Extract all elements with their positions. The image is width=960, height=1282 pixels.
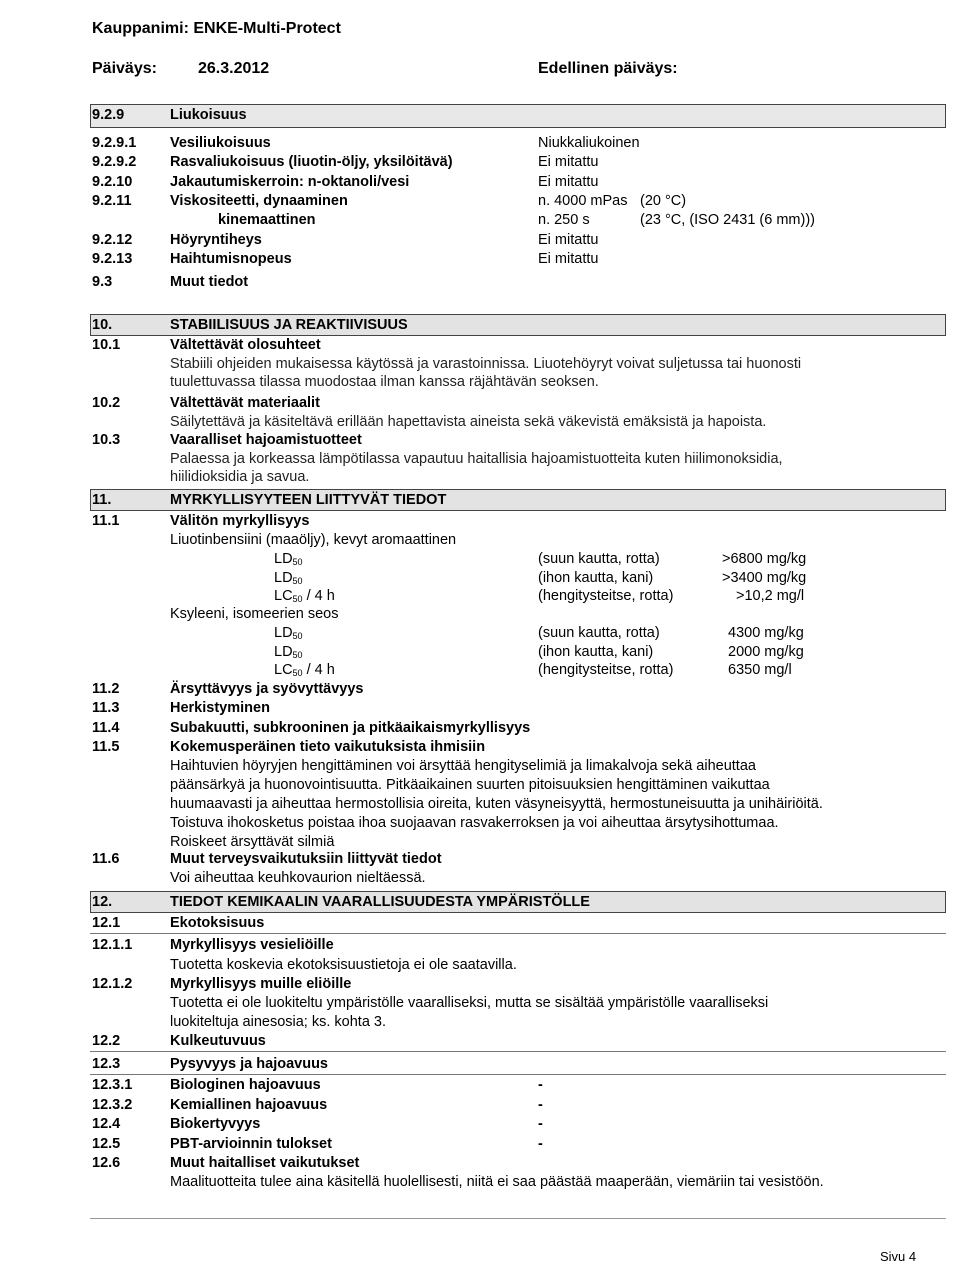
property-label: Haihtumisnopeus — [170, 251, 292, 267]
paragraph-line: Säilytettävä ja käsiteltävä erillään hapettavista aineista sekä väkevistä emäksistä ja hapoista. — [170, 414, 767, 430]
section-num: 10.3 — [92, 432, 121, 448]
section-title: Vältettävät materiaalit — [170, 395, 320, 411]
section-title: Vaaralliset hajoamistuotteet — [170, 432, 362, 448]
property-num: 9.2.10 — [92, 174, 133, 190]
section-num: 12.6 — [92, 1155, 121, 1171]
section-num: 11.4 — [92, 720, 120, 736]
section-title: Myrkyllisyys muille eliöille — [170, 976, 352, 992]
property-num: 9.2.11 — [92, 193, 132, 209]
section-title: Kemiallinen hajoavuus — [170, 1096, 328, 1113]
section-num: 12.3 — [92, 1056, 121, 1072]
section-title: Ärsyttävyys ja syövyttävyys — [170, 681, 364, 697]
section-num: 12.5 — [92, 1135, 121, 1152]
paragraph-line: hiilidioksidia ja savua. — [170, 469, 310, 485]
section-num: 12.2 — [92, 1033, 121, 1049]
paragraph-line: Tuotetta ei ole luokiteltu ympäristölle vaaralliseksi, mutta se sisältää ympäristölle vaaralliseksi — [170, 995, 769, 1011]
section-title: Vältettävät olosuhteet — [170, 337, 321, 353]
tox-route: (hengitysteitse, rotta) — [538, 588, 674, 604]
property-value: Ei mitattu — [538, 154, 599, 170]
paragraph-line: Voi aiheuttaa keuhkovaurion nieltäessä. — [170, 870, 426, 886]
tox-param-sub: 50 — [292, 649, 303, 660]
tox-parameter — [274, 570, 303, 586]
section-num: 12.1.1 — [92, 937, 133, 953]
divider — [90, 933, 946, 934]
section-title: STABIILISUUS JA REAKTIIVISUUS — [170, 317, 408, 333]
header-product — [92, 20, 341, 38]
property-label: Rasvaliukoisuus (liuotin-öljy, yksilöitävä) — [170, 154, 453, 170]
section-title: Liukoisuus — [170, 107, 247, 123]
section-num: 9.2.9 — [92, 107, 125, 123]
section-title: Myrkyllisyys vesieliöille — [170, 937, 334, 953]
tox-param-sub: 50 — [292, 668, 303, 678]
section-num: 12.1.2 — [92, 976, 133, 992]
product-name: ENKE-Multi-Protect — [193, 20, 341, 37]
paragraph-line: Tuotetta koskevia ekotoksisuustietoja ei ole saatavilla. — [170, 957, 517, 973]
paragraph-line: Toistuva ihokosketus poistaa ihoa suojaavan rasvakerroksen ja voi aiheuttaa ärsytysihottumaa. — [170, 815, 779, 831]
property-value: Niukkaliukoinen — [538, 135, 640, 151]
tox-param-base: LD — [274, 551, 293, 567]
property-value: n. 4000 mPas — [538, 193, 628, 209]
section-num: 12.3.1 — [92, 1077, 133, 1093]
divider — [90, 1074, 946, 1075]
tox-value: 6350 mg/l — [728, 662, 792, 678]
page-number: Sivu 4 — [880, 1249, 917, 1264]
section-num: 12.3.2 — [92, 1096, 133, 1113]
tox-param-base: LC — [274, 588, 293, 604]
property-label: Vesiliukoisuus — [170, 135, 271, 151]
section-title: Herkistyminen — [170, 700, 270, 716]
paragraph-line: luokiteltuja ainesosia; ks. kohta 3. — [170, 1014, 387, 1030]
section-num: 12.1 — [92, 915, 121, 931]
section-num: 10. — [92, 317, 113, 333]
section-title: Ekotoksisuus — [170, 915, 265, 931]
section-title: Muut terveysvaikutuksiin liittyvät tiedot — [170, 851, 442, 867]
property-label: Viskositeetti, dynaaminen — [170, 193, 348, 209]
prev-date-label: Edellinen päiväys: — [538, 60, 678, 77]
property-value: n. 250 s — [538, 212, 590, 228]
section-num: 11.6 — [92, 851, 120, 867]
tox-parameter — [274, 551, 303, 567]
substance-name: Ksyleeni, isomeerien seos — [170, 606, 339, 622]
paragraph-line: Palaessa ja korkeassa lämpötilassa vapautuu haitallisia hajoamistuotteita kuten hiilimonoksidia, — [170, 451, 783, 467]
tox-parameter — [274, 625, 303, 641]
property-value: Ei mitattu — [538, 174, 599, 190]
tox-param-base: LC — [274, 662, 293, 678]
property-label: Höyryntiheys — [170, 232, 262, 248]
footer-divider — [90, 1218, 946, 1219]
tox-param-suffix: / 4 h — [302, 662, 335, 678]
substance-name: Liuotinbensiini (maaöljy), kevyt aromaattinen — [170, 532, 457, 548]
property-num: 9.2.9.1 — [92, 135, 137, 151]
property-num: 9.2.13 — [92, 251, 133, 267]
tox-value: >3400 mg/kg — [722, 569, 807, 586]
section-title: Kokemusperäinen tieto vaikutuksista ihmisiin — [170, 739, 486, 755]
tox-parameter — [274, 662, 335, 678]
property-extra: (20 °C) — [640, 193, 687, 209]
tox-route: (suun kautta, rotta) — [538, 551, 660, 567]
section-num: 10.1 — [92, 337, 121, 353]
section-title: Kulkeutuvuus — [170, 1033, 266, 1049]
section-num: 12. — [92, 894, 113, 910]
paragraph-line: Stabiili ohjeiden mukaisessa käytössä ja varastoinnissa. Liuotehöyryt voivat suljetussa tai huonosti — [170, 356, 802, 372]
paragraph-line: Haihtuvien höyryjen hengittäminen voi ärsyttää hengityselimiä ja limakalvoja sekä aiheuttaa — [170, 758, 756, 774]
product-label: Kauppanimi: — [92, 20, 189, 37]
tox-route: (hengitysteitse, rotta) — [538, 662, 674, 678]
section-title: Välitön myrkyllisyys — [170, 513, 310, 529]
section-title: Biokertyvyys — [170, 1116, 261, 1132]
tox-value: 4300 mg/kg — [728, 625, 804, 641]
row-value: - — [538, 1116, 543, 1132]
section-num: 11.5 — [92, 739, 120, 755]
paragraph-line: tuulettuvassa tilassa muodostaa ilman kanssa räjähtävän seoksen. — [170, 374, 599, 390]
divider — [90, 1051, 946, 1052]
property-extra: (23 °C, (ISO 2431 (6 mm))) — [640, 212, 815, 228]
section-title: PBT-arvioinnin tulokset — [170, 1135, 332, 1152]
tox-parameter — [274, 644, 303, 660]
section-title: TIEDOT KEMIKAALIN VAARALLISUUDESTA YMPÄRISTÖLLE — [170, 894, 590, 910]
row-value: - — [538, 1077, 543, 1093]
paragraph-line: Maalituotteita tulee aina käsitellä huolellisesti, niitä ei saa päästää maaperään, viemäriin tai vesistöön. — [170, 1174, 824, 1190]
section-title: Biologinen hajoavuus — [170, 1077, 321, 1093]
section-title: MYRKYLLISYYTEEN LIITTYVÄT TIEDOT — [170, 492, 447, 508]
paragraph-line: päänsärkyä ja huonovointisuutta. Pitkäaikainen suurten pitoisuuksien hengittäminen vaikuttaa — [170, 777, 770, 793]
tox-param-suffix: / 4 h — [302, 588, 335, 604]
section-num: 11. — [92, 492, 112, 508]
property-label: kinemaattinen — [218, 212, 316, 228]
tox-param-base: LD — [274, 569, 293, 586]
tox-value: >10,2 mg/l — [736, 588, 805, 604]
tox-parameter — [274, 588, 335, 604]
section-num: 10.2 — [92, 395, 121, 411]
date-label: Päiväys: — [92, 60, 157, 77]
tox-param-sub: 50 — [292, 594, 303, 604]
paragraph-line: Roiskeet ärsyttävät silmiä — [170, 834, 335, 850]
property-value: Ei mitattu — [538, 232, 599, 248]
tox-route: (suun kautta, rotta) — [538, 625, 660, 641]
tox-param-sub: 50 — [292, 575, 303, 586]
section-title: Muut tiedot — [170, 274, 249, 290]
tox-param-sub: 50 — [292, 557, 303, 567]
tox-route: (ihon kautta, kani) — [538, 643, 654, 660]
section-num: 9.3 — [92, 274, 113, 290]
section-title: Muut haitalliset vaikutukset — [170, 1155, 360, 1171]
tox-param-base: LD — [274, 625, 293, 641]
section-num: 11.3 — [92, 700, 120, 716]
property-label: Jakautumiskerroin: n-oktanoli/vesi — [170, 174, 410, 190]
section-num: 11.1 — [92, 513, 120, 529]
section-title: Pysyvyys ja hajoavuus — [170, 1056, 328, 1072]
property-num: 9.2.9.2 — [92, 154, 137, 170]
property-value: Ei mitattu — [538, 251, 599, 267]
row-value: - — [538, 1135, 543, 1152]
property-num: 9.2.12 — [92, 232, 133, 248]
date-value: 26.3.2012 — [198, 60, 270, 77]
tox-param-base: LD — [274, 643, 293, 660]
paragraph-line: huumaavasti ja aiheuttaa hermostollisia oireita, kuten väsyneisyyttä, hermostuneisuutta ja unihäiriöitä. — [170, 796, 823, 812]
section-num: 12.4 — [92, 1116, 121, 1132]
tox-param-sub: 50 — [292, 631, 303, 641]
section-title: Subakuutti, subkrooninen ja pitkäaikaismyrkyllisyys — [170, 720, 531, 736]
tox-value: 2000 mg/kg — [728, 643, 804, 660]
tox-route: (ihon kautta, kani) — [538, 569, 654, 586]
tox-value: >6800 mg/kg — [722, 551, 807, 567]
row-value: - — [538, 1096, 543, 1113]
section-num: 11.2 — [92, 681, 120, 697]
